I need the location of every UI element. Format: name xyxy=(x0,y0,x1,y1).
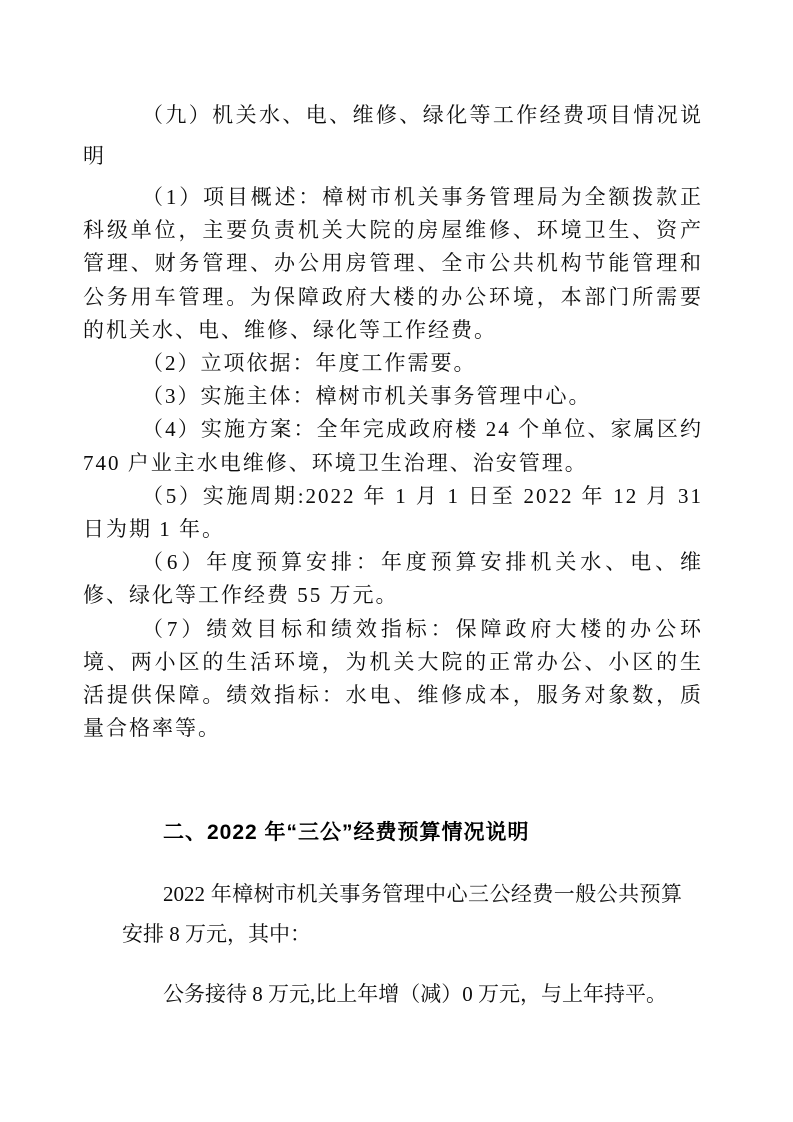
sangong-reception-paragraph: 公务接待 8 万元,比上年增（减）0 万元，与上年持平。 xyxy=(163,982,667,1006)
sangong-budget-section xyxy=(122,813,682,1014)
project-section-heading: （九）机关水、电、维修、绿化等工作经费项目情况说明 xyxy=(83,103,703,168)
project-period-paragraph: （5）实施周期:2022 年 1 月 1 日至 2022 年 12 月 31 日为期 1 年。 xyxy=(83,483,703,542)
project-performance-paragraph: （7）绩效目标和绩效指标：保障政府大楼的办公环境、两小区的生活环境，为机关大院的正常办公、小区的生活提供保障。绩效指标：水电、维修成本，服务对象数，质量合格率等。 xyxy=(83,616,703,741)
project-budget-paragraph: （6）年度预算安排：年度预算安排机关水、电、维修、绿化等工作经费 55 万元。 xyxy=(83,550,703,608)
project-funding-section xyxy=(83,95,703,745)
project-overview-paragraph: （1）项目概述：樟树市机关事务管理局为全额拨款正科级单位，主要负责机关大院的房屋维修、环境卫生、资产管理、财务管理、办公用房管理、全市公共机构节能管理和公务用车管理。为保障政府大楼的办公环境，本部门所需要的机关水、电、维修、绿化等工作经费。 xyxy=(83,185,703,342)
project-plan-paragraph: （4）实施方案：全年完成政府楼 24 个单位、家属区约 740 户业主水电维修、环境卫生治理、治安管理。 xyxy=(83,417,703,475)
project-basis-paragraph: （2）立项依据：年度工作需要。 xyxy=(142,351,477,376)
sangong-total-paragraph: 2022 年樟树市机关事务管理中心三公经费一般公共预算安排 8 万元，其中： xyxy=(122,882,682,946)
sangong-section-heading: 二、2022 年“三公”经费预算情况说明 xyxy=(163,821,530,844)
project-subject-paragraph: （3）实施主体：樟树市机关事务管理中心。 xyxy=(142,384,592,409)
